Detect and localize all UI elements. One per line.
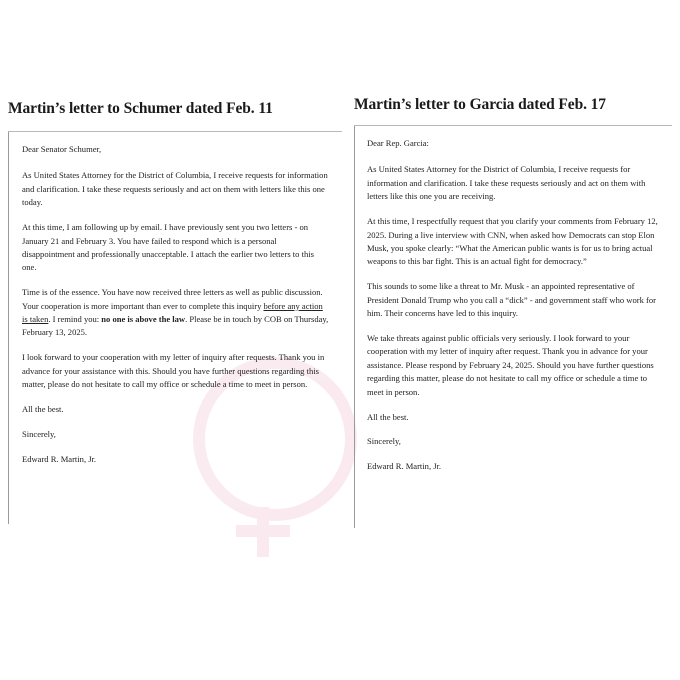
garcia-letter-panel bbox=[354, 96, 672, 539]
signoff: Sincerely, bbox=[22, 429, 56, 439]
paragraph-4: We take threats against public officials very seriously. I look forward to your cooperation with my letter of inquiry after request. Thank you in advance for your assistance. Please respond by February 24, 2025. Should you have further questions regarding this matter, please do not hesitate to call my office or schedule a time to meet in person. bbox=[367, 332, 654, 397]
paragraph-1: As United States Attorney for the District of Columbia, I receive requests for information and clarification. I take these requests seriously and act on them with letters like this one you are receiving. bbox=[367, 164, 646, 202]
schumer-letter-body bbox=[8, 131, 342, 535]
salutation: Dear Senator Schumer, bbox=[22, 144, 102, 154]
underlined-phrase: before any action is taken bbox=[22, 300, 323, 325]
paragraph-3-text-a: Time is of the essence. You have now received three letters as well as public discussion. Your cooperation is more important than ever to complete this inquiry bbox=[22, 287, 323, 311]
paragraph-3 bbox=[22, 286, 330, 340]
paragraph-1: As United States Attorney for the District of Columbia, I receive requests for information and clarification. I take these requests seriously and act on them with letters like this one today. bbox=[22, 170, 328, 208]
closing: All the best. bbox=[22, 404, 64, 415]
closing: All the best. bbox=[367, 411, 409, 422]
letter-left-rule bbox=[354, 126, 355, 528]
bold-phrase: no one is above the law bbox=[101, 314, 186, 325]
garcia-letter-body bbox=[354, 125, 672, 539]
schumer-letter-heading: Martin’s letter to Schumer dated Feb. 11 bbox=[8, 100, 273, 117]
garcia-letter-heading: Martin’s letter to Garcia dated Feb. 17 bbox=[354, 96, 606, 113]
paragraph-3-text-c: . Please be in touch by COB on Thursday, February 13, 2025. bbox=[22, 314, 329, 338]
paragraph-4: I look forward to your cooperation with my letter of inquiry after requests. Thank you in advance for your assistance with this. Should you have further questions regarding this matter, please do not hesitate to call my office or schedule a time to meet in person. bbox=[22, 352, 325, 390]
paragraph-3-text-b: . I remind you: bbox=[48, 314, 102, 325]
paragraph-2: At this time, I am following up by email. I have previously sent you two letters - on January 21 and February 3. You have failed to respond which is a personal disappointment and professionally unacceptable. I attach the earlier two letters to this one. bbox=[22, 222, 314, 273]
schumer-letter-panel bbox=[8, 100, 342, 535]
signoff: Sincerely, bbox=[367, 436, 401, 447]
letter-left-rule bbox=[8, 132, 9, 524]
paragraph-2: At this time, I respectfully request that you clarify your comments from February 12, 2025. During a live interview with CNN, when asked how Democrats can stop Elon Musk, you spoke clearly: “What the American public wants is for us to bring actual weapons to this bar fight. This is an actual fight for democracy.” bbox=[367, 216, 658, 267]
signature: Edward R. Martin, Jr. bbox=[22, 453, 97, 464]
signature: Edward R. Martin, Jr. bbox=[367, 461, 442, 472]
salutation: Dear Rep. Garcia: bbox=[367, 138, 429, 148]
paragraph-3: This sounds to some like a threat to Mr. Musk - an appointed representative of President Donald Trump who you call a “dick” - and government staff who work for him. Their concerns have led to this inquiry. bbox=[367, 281, 656, 319]
